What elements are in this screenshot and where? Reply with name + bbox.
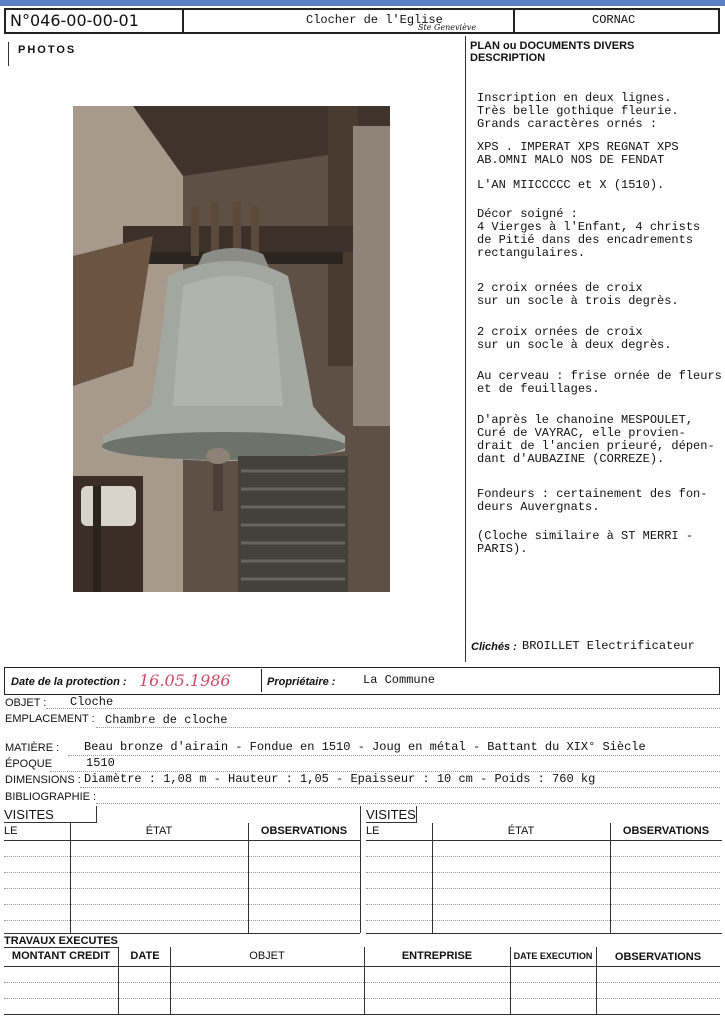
field-objet-label: OBJET : [5,697,47,709]
photos-label: PHOTOS [18,44,77,56]
visites-title-right: VISITES [366,807,416,822]
desc-para-1: Inscription en deux lignes. Très belle gothique fleurie. Grands caractères ornés : [477,91,679,131]
field-emplacement-value: Chambre de cloche [105,713,228,727]
desc-para-8: D'après le chanoine MESPOULET, Curé de VAYRAC, elle provien- drait de l'ancien prieuré, dépen- dant d'AUBAZINE (CORREZE). [477,413,715,466]
visites-left-col-le: LE [4,825,18,837]
cliches-value: BROILLET Electrificateur [522,639,695,653]
visites-right-col-observations: OBSERVATIONS [622,825,710,837]
field-epoque-label: ÉPOQUE [5,758,53,770]
bell-photo-illustration [73,106,390,592]
desc-para-6: 2 croix ornées de croix sur un socle à deux degrès. [477,325,672,352]
owner-label: Propriétaire : [267,676,336,688]
field-dimensions-label: DIMENSIONS : [5,774,81,786]
field-bibliographie-label: BIBLIOGRAPHIE : [5,791,97,803]
desc-para-10: (Cloche similaire à ST MERRI - PARIS). [477,529,694,556]
commune-name: CORNAC [592,13,636,27]
desc-para-9: Fondeurs : certainement des fon- deurs Auvergnats. [477,487,708,514]
desc-para-7: Au cerveau : frise ornée de fleurs et de feuillages. [477,369,722,396]
travaux-col-objet: OBJET [249,950,285,962]
top-accent-bar [0,0,725,6]
travaux-col-montant: MONTANT CREDIT [11,950,111,962]
field-emplacement-label: EMPLACEMENT : [5,713,95,725]
desc-para-3: L'AN MIICCCCC et X (1510). [477,178,665,192]
protection-box [4,667,720,695]
owner-value: La Commune [363,673,436,687]
desc-para-4: Décor soigné : 4 Vierges à l'Enfant, 4 christs de Pitié dans des encadrements rectangulaires. [477,207,701,260]
visites-title-left: VISITES [4,807,54,822]
travaux-col-date-execution: DATE EXECUTION [513,951,593,961]
header-box [4,8,720,34]
field-dimensions-value: Diamètre : 1,08 m - Hauteur : 1,05 - Epaisseur : 10 cm - Poids : 760 kg [84,772,596,786]
field-objet-value: Cloche [70,695,114,709]
travaux-col-entreprise: ENTREPRISE [401,950,473,962]
desc-para-2: XPS . IMPERAT XPS REGNAT XPS AB.OMNI MALO NOS DE FENDAT [477,140,679,167]
field-epoque-value: 1510 [86,756,115,770]
protection-date-value: 16.05.1986 [139,671,231,690]
visites-left-col-etat: ÉTAT [145,825,173,837]
bell-photo [73,106,390,592]
travaux-col-observations: OBSERVATIONS [614,951,702,963]
travaux-title: TRAVAUX EXECUTES [4,935,118,947]
visites-right-col-etat: ÉTAT [507,825,535,837]
visites-right-col-le: LE [366,825,380,837]
title-annotation: Ste Geneviève [418,23,477,32]
record-number: N°046-00-00-01 [10,11,139,30]
protection-date-label: Date de la protection : [11,676,127,688]
field-matiere-value: Beau bronze d'airain - Fondue en 1510 - Joug en métal - Battant du XIX° Siècle [84,740,646,754]
description-heading [470,40,634,64]
visites-left-col-observations: OBSERVATIONS [260,825,348,837]
cliches-label: Clichés : [471,641,517,653]
description-subheading: DESCRIPTION [470,52,546,64]
record-title: Clocher de l'Eglise [306,13,443,27]
travaux-col-date: DATE [130,950,160,962]
plan-heading: PLAN ou DOCUMENTS DIVERS [470,40,635,52]
desc-para-5: 2 croix ornées de croix sur un socle à trois degrès. [477,281,679,308]
field-matiere-label: MATIÈRE : [5,742,60,754]
